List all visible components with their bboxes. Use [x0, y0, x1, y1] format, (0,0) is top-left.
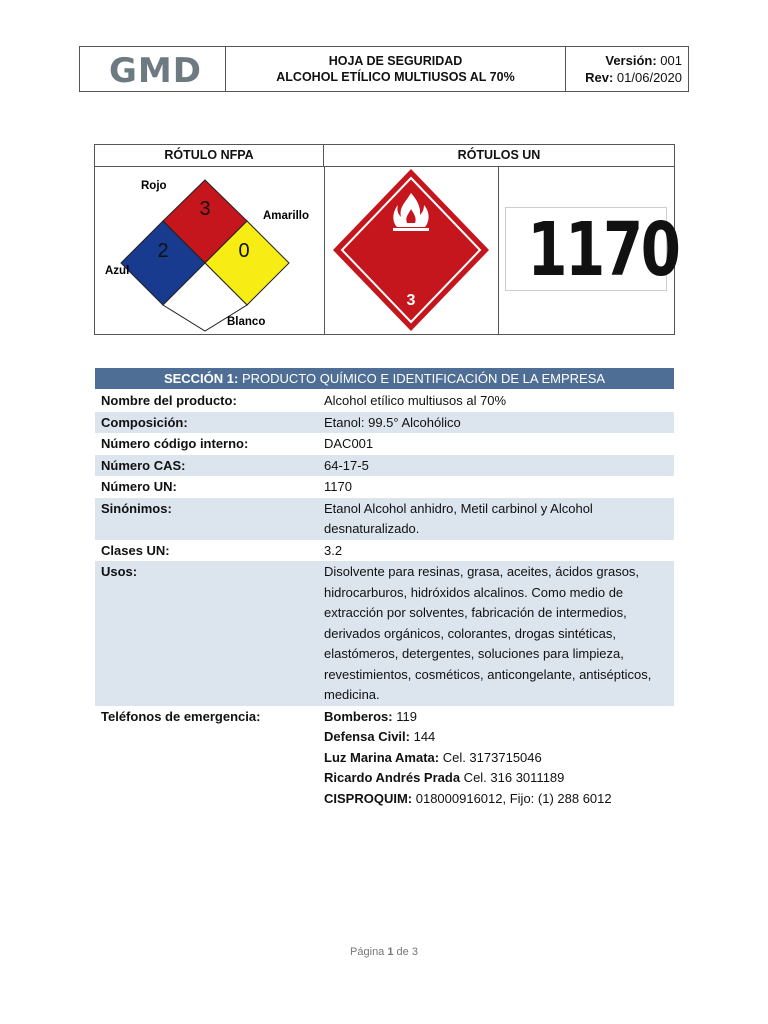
section-1-number: SECCIÓN 1: [163, 371, 239, 386]
revision-info [566, 47, 688, 91]
nfpa-white-label: Blanco [227, 316, 266, 328]
contact-detail: Cel. 316 3011189 [460, 770, 565, 785]
nfpa-blue-label: Azul [105, 265, 130, 277]
nfpa-red-label: Rojo [141, 180, 167, 192]
row-value: 64-17-5 [324, 457, 369, 473]
table-row [95, 433, 674, 455]
contact-name: Ricardo Andrés Prada [324, 770, 461, 785]
table-row [95, 498, 674, 540]
un-heading: RÓTULOS UN [324, 145, 674, 167]
contact-item [324, 727, 666, 748]
row-value: Etanol: 99.5° Alcohólico [324, 414, 461, 430]
version-label: Versión: [605, 53, 657, 68]
page-suffix: de 3 [393, 946, 418, 958]
section-1-header [95, 368, 674, 389]
contact-name: Luz Marina Amata: [324, 749, 440, 765]
nfpa-yellow-label: Amarillo [263, 210, 310, 222]
row-value: DAC001 [324, 436, 374, 451]
row-key: Nombre del producto: [101, 393, 237, 408]
row-value: 1170 [324, 479, 352, 494]
row-value: 3.2 [324, 542, 343, 558]
column-divider [324, 167, 325, 334]
row-key: Número CAS: [101, 457, 186, 473]
contact-item [324, 768, 666, 789]
un-placard [331, 167, 491, 333]
un-number: 1170 [527, 207, 679, 293]
company-logo: GMD [109, 51, 202, 91]
column-divider [498, 167, 499, 334]
contact-detail: 144 [409, 729, 436, 744]
row-key: Número UN: [101, 479, 177, 494]
section-1-title: PRODUCTO QUÍMICO E IDENTIFICACIÓN DE LA EMPRESA [238, 371, 606, 386]
nfpa-diamond [95, 167, 323, 334]
contact-detail: 018000916012, Fijo: (1) 288 6012 [412, 790, 612, 806]
table-row [95, 412, 674, 434]
row-value: Alcohol etílico multiusos al 70% [324, 393, 507, 408]
row-key: Usos: [101, 564, 138, 579]
title-line-1: HOJA DE SEGURIDAD [328, 54, 463, 68]
emergency-contacts [310, 706, 674, 810]
un-number-panel [505, 207, 679, 293]
version-value: 001 [660, 53, 682, 68]
document-header [79, 46, 689, 92]
nfpa-yellow-value: 0 [238, 240, 250, 262]
contact-item [324, 789, 666, 810]
row-key: Sinónimos: [101, 500, 172, 516]
page-number: 1 [387, 946, 394, 958]
title-line-2: ALCOHOL ETÍLICO MULTIUSOS AL 70% [276, 70, 515, 84]
table-row [95, 455, 674, 477]
contact-name: CISPROQUIM: [324, 790, 413, 806]
document-title [226, 47, 566, 91]
row-key: Número código interno: [101, 436, 249, 451]
row-value: Disolvente para resinas, grasa, aceites, ácidos grasos, hidrocarburos, hidróxidos alcalinos. Como medio de extracción por solventes, fabricación de intermedios, derivados orgánicos, colorantes, drogas sintéticas, elastómeros, detergentes, soluciones para limpieza, revestimientos, cosméticos, anticongelante, antisépticos, medicina. [324, 564, 652, 702]
rev-label: Rev: [585, 70, 614, 85]
row-key: Teléfonos de emergencia: [101, 708, 261, 724]
page-footer [0, 946, 768, 958]
product-info-table [95, 390, 674, 809]
nfpa-red-value: 3 [199, 198, 211, 220]
table-row [95, 540, 674, 562]
table-row [95, 561, 674, 706]
rev-value: 01/06/2020 [616, 70, 682, 85]
nfpa-heading: RÓTULO NFPA [95, 145, 324, 167]
row-value: Etanol Alcohol anhidro, Metil carbinol y Alcohol desnaturalizado. [324, 500, 593, 536]
placard-class-number: 3 [406, 292, 416, 309]
row-key: Composición: [101, 414, 188, 430]
table-row [95, 476, 674, 498]
emergency-row [95, 706, 674, 810]
page-prefix: Página [350, 946, 388, 958]
contact-item [324, 748, 666, 769]
contact-item [324, 707, 666, 728]
contact-detail: Cel. 3173715046 [439, 749, 542, 765]
table-row [95, 390, 674, 412]
row-key: Clases UN: [101, 542, 170, 558]
contact-detail: 119 [392, 708, 417, 724]
contact-name: Defensa Civil: [324, 729, 410, 744]
nfpa-blue-value: 2 [157, 240, 169, 262]
contact-name: Bomberos: [324, 708, 393, 724]
logo-cell [80, 47, 226, 91]
